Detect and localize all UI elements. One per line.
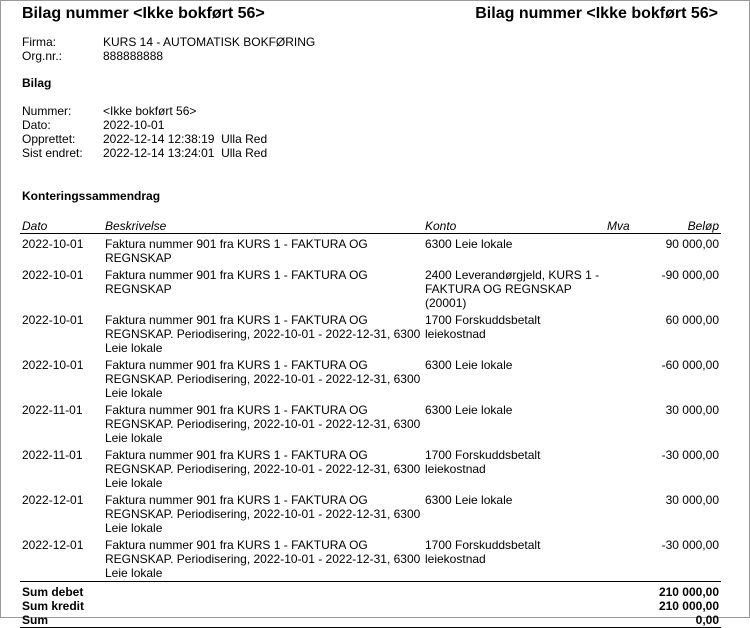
table-row — [20, 234, 721, 266]
cell-date: 2022-11-01 — [22, 403, 83, 417]
table-row — [20, 490, 721, 535]
company-info — [22, 35, 315, 63]
cell-account: 6300 Leie lokale — [425, 493, 513, 507]
cell-amount: -60 000,00 — [661, 358, 719, 372]
column-header-account: Konto — [423, 218, 605, 234]
cell-description: Faktura nummer 901 fra KURS 1 - FAKTURA OG REGNSKAP. Periodisering, 2022-10-01 - 2022-12-31, 6300 Leie lokale — [105, 313, 421, 355]
cell-description: Faktura nummer 901 fra KURS 1 - FAKTURA OG REGNSKAP. Periodisering, 2022-10-01 - 2022-12-31, 6300 Leie lokale — [105, 538, 421, 580]
cell-vat — [605, 445, 633, 490]
orgnr-label: Org.nr.: — [22, 49, 63, 63]
cell-date: 2022-10-01 — [22, 237, 84, 251]
total-debit-label: Sum debet — [20, 582, 633, 600]
cell-vat — [605, 400, 633, 445]
page-title-right: Bilag nummer <Ikke bokført 56> — [475, 5, 718, 22]
cell-amount: 60 000,00 — [665, 313, 719, 327]
cell-vat — [605, 490, 633, 535]
cell-amount: -90 000,00 — [661, 268, 719, 282]
table-row — [20, 265, 721, 310]
column-header-description: Beskrivelse — [103, 218, 423, 234]
dato-value: 2022-10-01 — [103, 118, 165, 132]
cell-date: 2022-10-01 — [22, 358, 84, 372]
table-header-row — [20, 218, 721, 234]
firma-label: Firma: — [22, 35, 56, 49]
sist-endret-label: Sist endret: — [22, 146, 83, 160]
opprettet-label: Opprettet: — [22, 132, 76, 146]
total-sum-value: 0,00 — [633, 613, 721, 628]
table-row — [20, 400, 721, 445]
nummer-value: <Ikke bokført 56> — [103, 104, 197, 118]
cell-amount: 90 000,00 — [665, 237, 719, 251]
total-credit-label: Sum kredit — [22, 599, 85, 613]
summary-section-title: Konteringssammendrag — [22, 189, 161, 203]
total-debit-value: 210 000,00 — [633, 582, 721, 600]
table-row — [20, 445, 721, 490]
nummer-label: Nummer: — [22, 104, 72, 118]
total-debit-row — [20, 582, 721, 600]
total-sum-label: Sum — [20, 613, 633, 628]
cell-account: 6300 Leie lokale — [425, 358, 513, 372]
cell-vat — [605, 535, 633, 582]
column-header-vat: Mva — [605, 218, 633, 234]
firma-value: KURS 14 - AUTOMATISK BOKFØRING — [103, 35, 316, 49]
bilag-section-title: Bilag — [22, 76, 52, 90]
cell-vat — [605, 310, 633, 355]
opprettet-value: 2022-12-14 12:38:19 Ulla Red — [103, 132, 268, 146]
cell-vat — [605, 355, 633, 400]
cell-date: 2022-12-01 — [22, 538, 84, 552]
cell-amount: -30 000,00 — [661, 538, 719, 552]
total-credit-value: 210 000,00 — [658, 599, 719, 613]
dato-label: Dato: — [22, 118, 51, 132]
cell-account: 6300 Leie lokale — [425, 403, 513, 417]
posting-summary-table — [20, 218, 721, 628]
bilag-info — [22, 104, 267, 160]
cell-description: Faktura nummer 901 fra KURS 1 - FAKTURA OG REGNSKAP. Periodisering, 2022-10-01 - 2022-12-31, 6300 Leie lokale — [105, 448, 421, 490]
cell-description: Faktura nummer 901 fra KURS 1 - FAKTURA OG REGNSKAP. Periodisering, 2022-10-01 - 2022-12-31, 6300 Leie lokale — [105, 493, 421, 535]
cell-vat — [605, 234, 633, 266]
cell-vat — [605, 265, 633, 310]
orgnr-value: 888888888 — [103, 49, 164, 63]
cell-date: 2022-10-01 — [22, 268, 84, 282]
column-header-date: Dato — [20, 218, 103, 234]
table-row — [20, 355, 721, 400]
cell-date: 2022-10-01 — [22, 313, 84, 327]
cell-amount: -30 000,00 — [661, 448, 719, 462]
cell-account: 6300 Leie lokale — [425, 237, 513, 251]
cell-account: 1700 Forskuddsbetalt leiekostnad — [425, 538, 541, 566]
table-row — [20, 310, 721, 355]
sist-endret-value: 2022-12-14 13:24:01 Ulla Red — [103, 146, 268, 160]
cell-account: 1700 Forskuddsbetalt leiekostnad — [425, 313, 541, 341]
cell-description: Faktura nummer 901 fra KURS 1 - FAKTURA OG REGNSKAP. Periodisering, 2022-10-01 - 2022-12-31, 6300 Leie lokale — [105, 358, 421, 400]
cell-account: 1700 Forskuddsbetalt leiekostnad — [425, 448, 541, 476]
cell-description: Faktura nummer 901 fra KURS 1 - FAKTURA OG REGNSKAP. Periodisering, 2022-10-01 - 2022-12-31, 6300 Leie lokale — [105, 403, 421, 445]
total-credit-row — [20, 599, 721, 613]
table-row — [20, 535, 721, 582]
total-sum-row — [20, 613, 721, 628]
cell-description: Faktura nummer 901 fra KURS 1 - FAKTURA OG REGNSKAP — [105, 237, 368, 265]
cell-amount: 30 000,00 — [665, 493, 719, 507]
cell-account: 2400 Leverandørgjeld, KURS 1 - FAKTURA OG REGNSKAP (20001) — [425, 268, 600, 310]
cell-amount: 30 000,00 — [665, 403, 719, 417]
column-header-amount: Beløp — [633, 218, 721, 234]
page-title-left: Bilag nummer <Ikke bokført 56> — [22, 5, 265, 22]
cell-date: 2022-11-01 — [22, 448, 83, 462]
cell-description: Faktura nummer 901 fra KURS 1 - FAKTURA OG REGNSKAP — [105, 268, 368, 296]
cell-date: 2022-12-01 — [22, 493, 84, 507]
